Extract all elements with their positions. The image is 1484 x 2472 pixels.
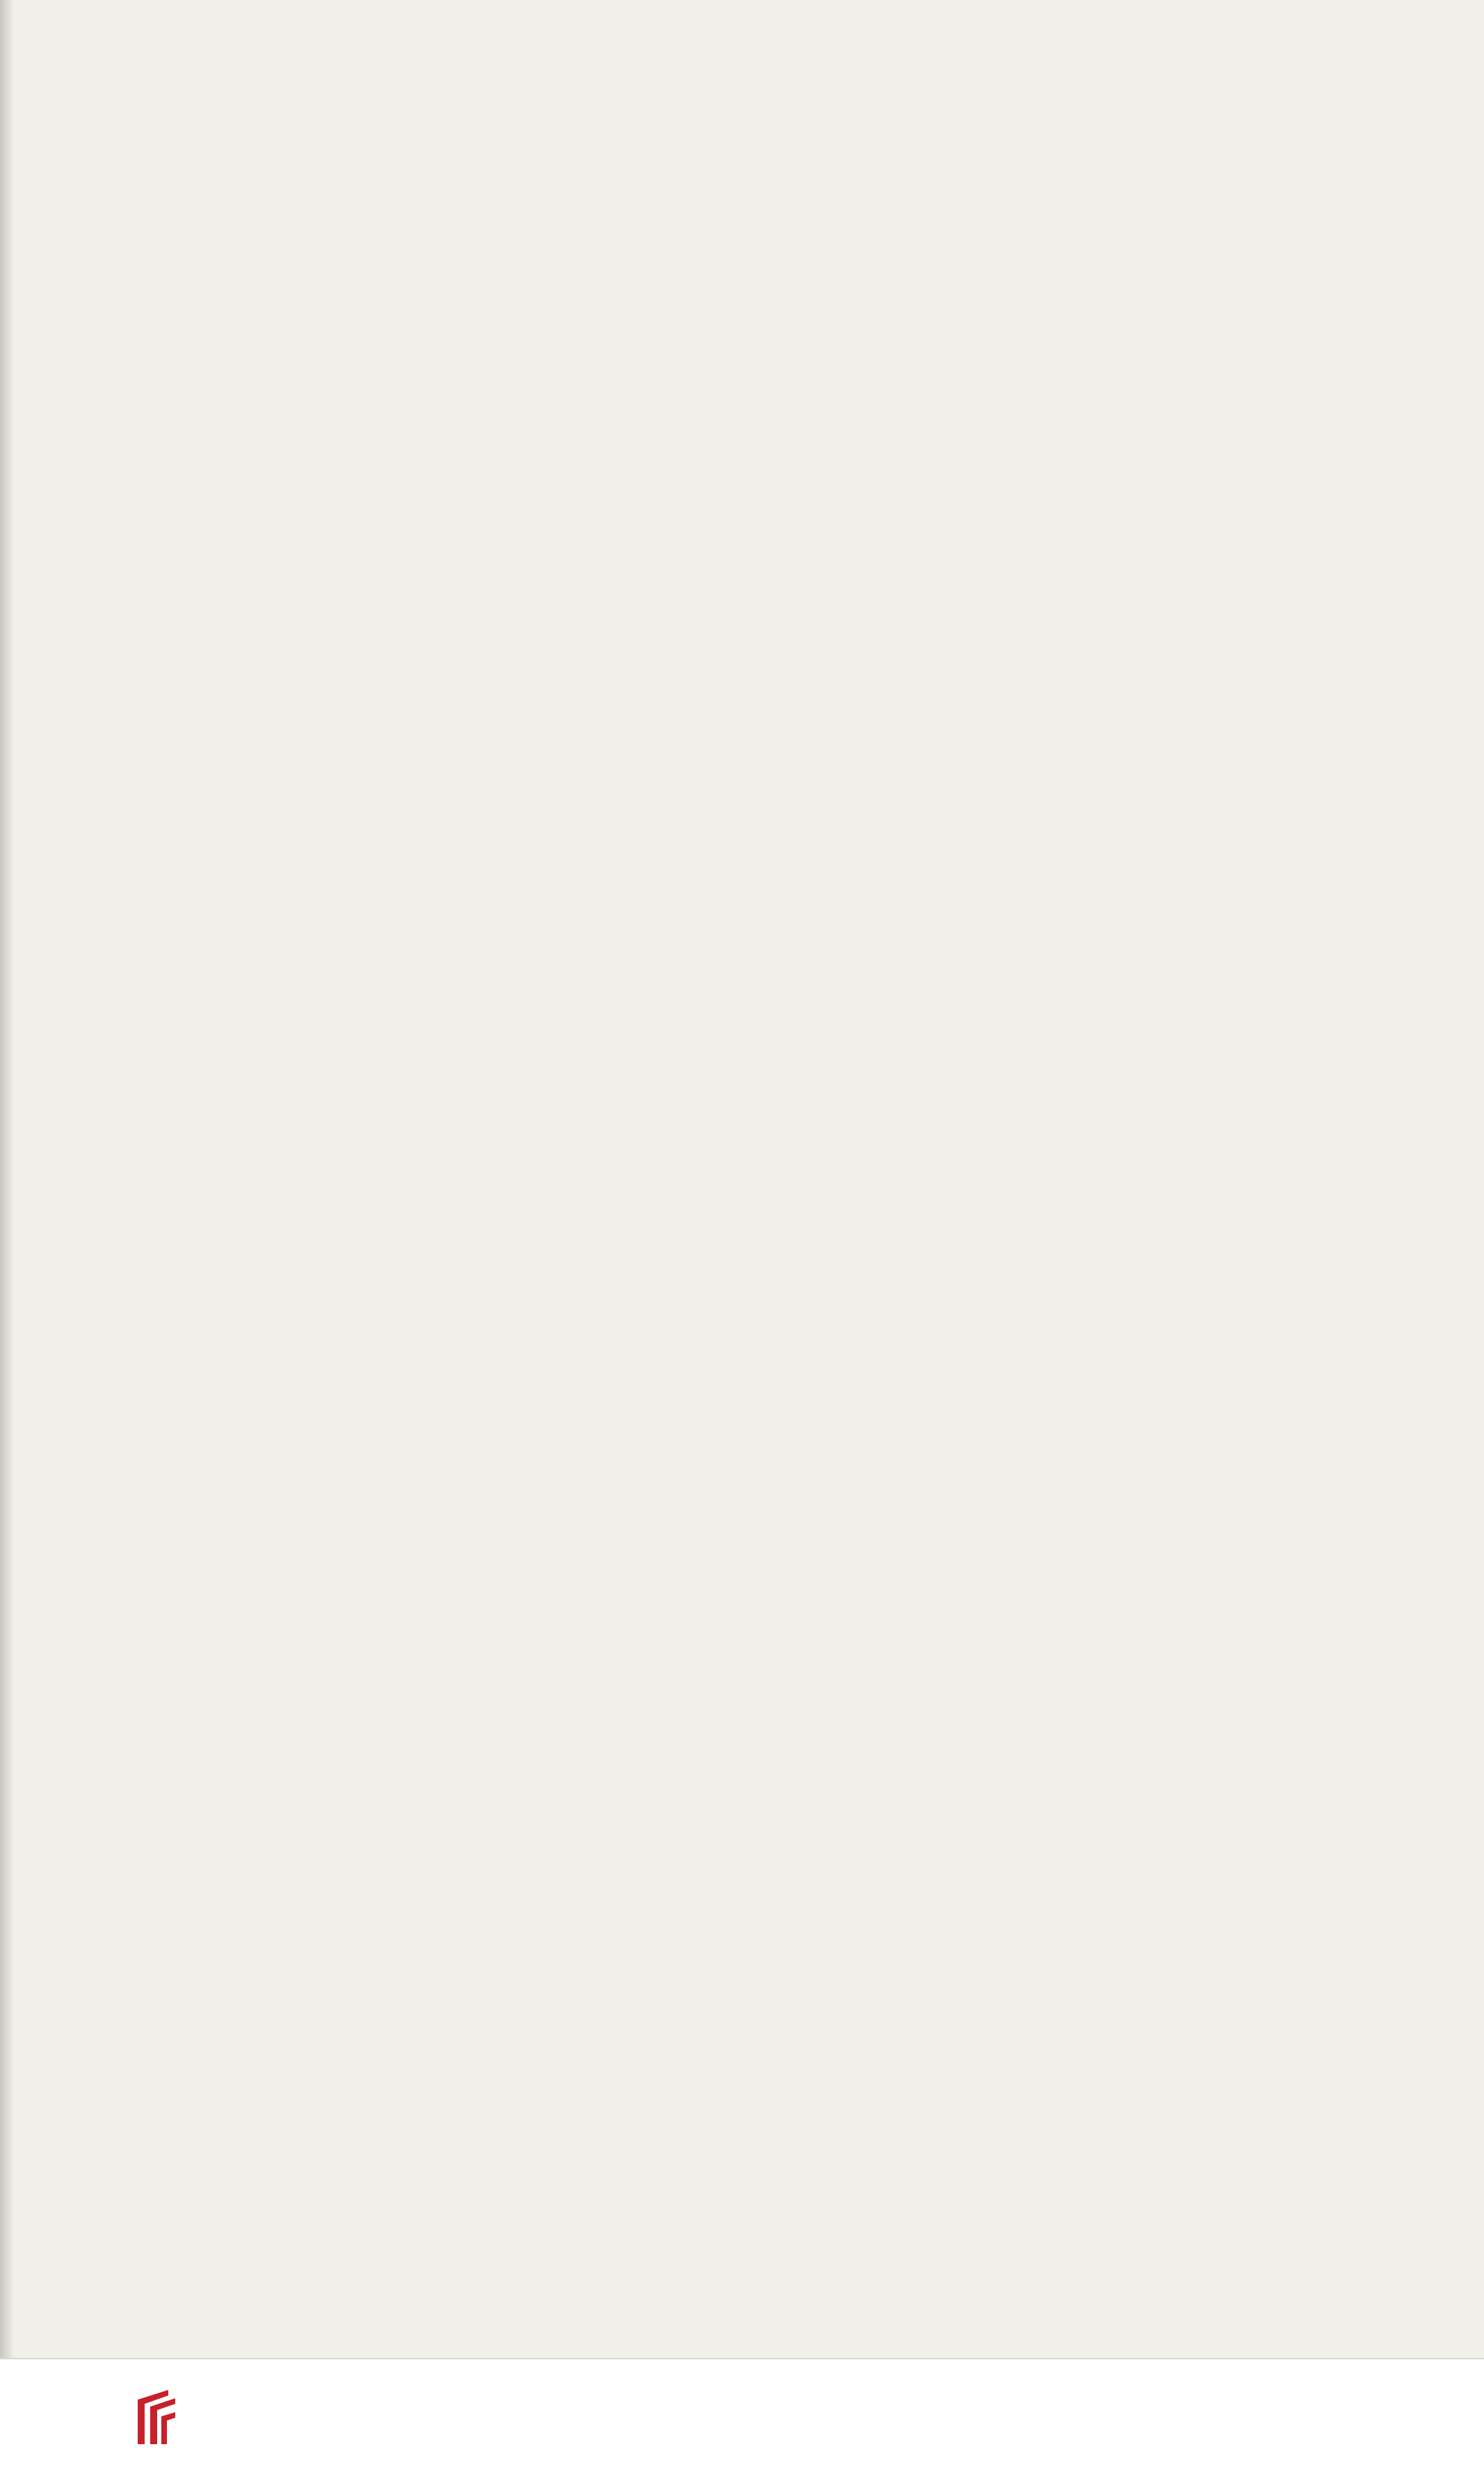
page-edge-shadow	[0, 0, 13, 2358]
digitization-footer	[0, 2358, 1484, 2472]
university-logo-icon[interactable]	[132, 2386, 181, 2448]
page-content	[56, 189, 1349, 218]
